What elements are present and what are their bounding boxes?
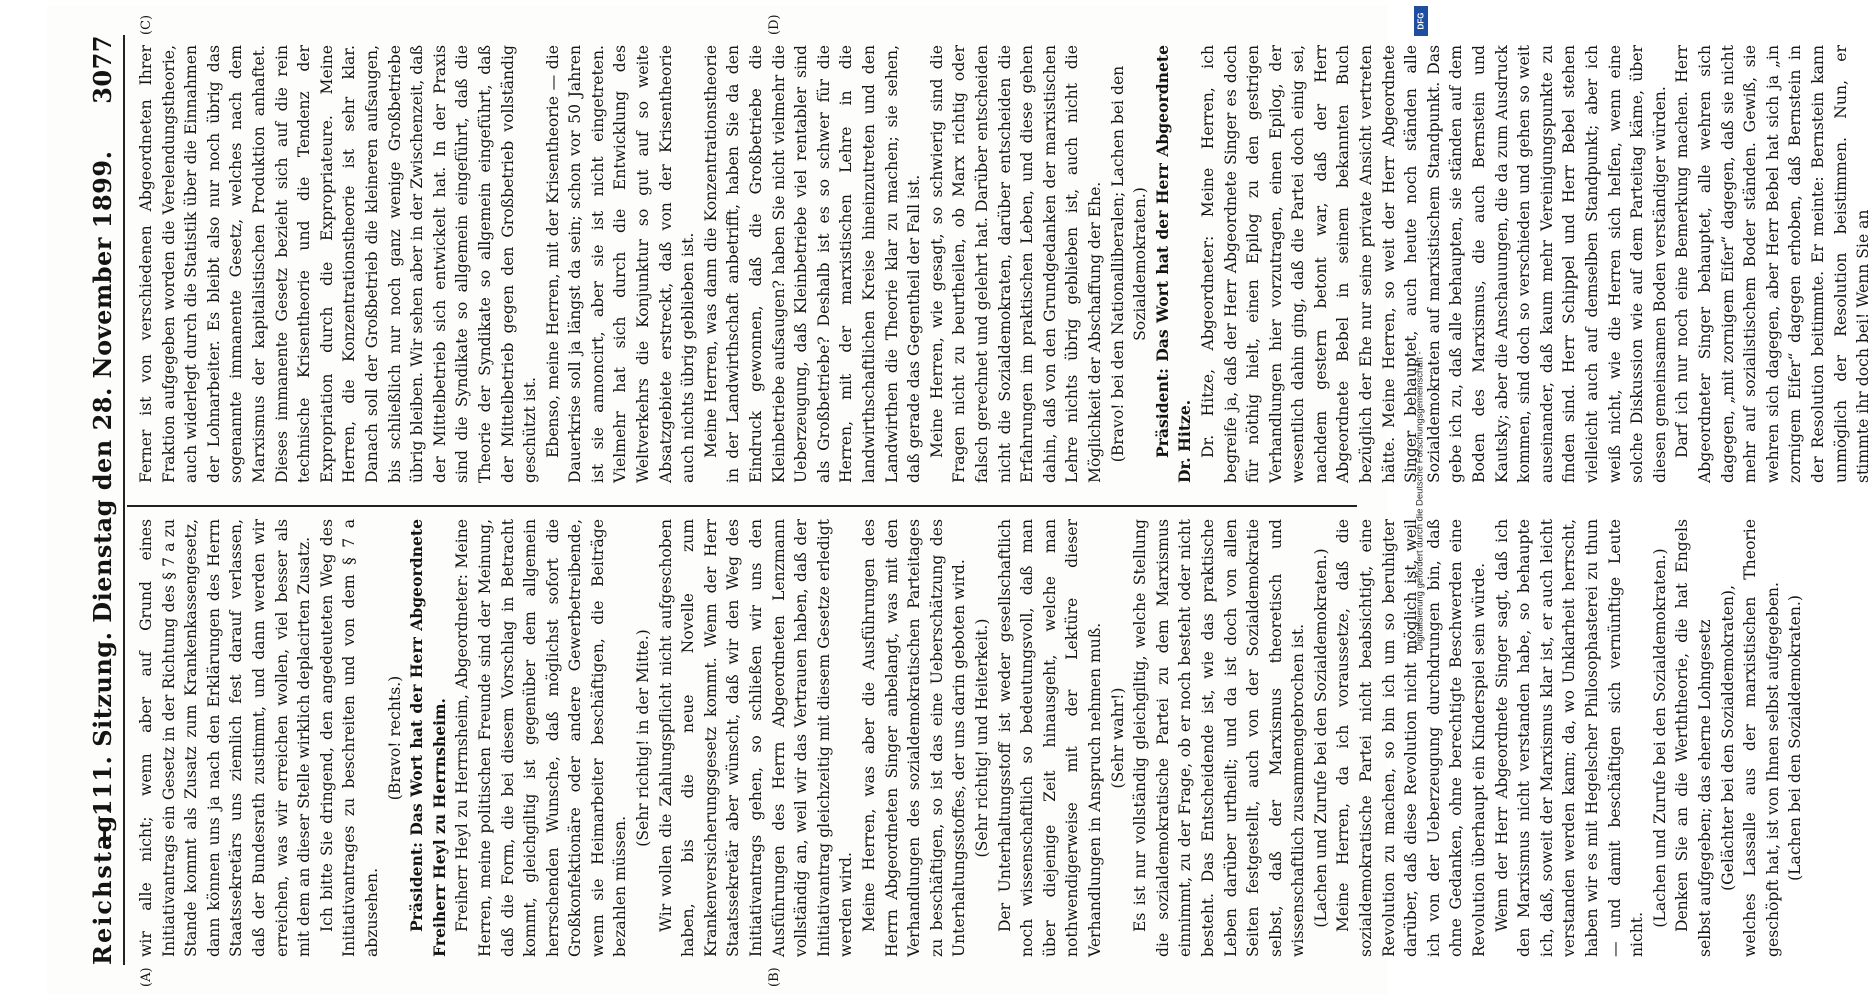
- paragraph: wir alle nicht; wenn aber auf Grund eines Initiativantrags ein Gesetz in der Richtung des § 7 a zu Stande kommt als Zusatz zum Krankenkassengesetz, dann können uns ja nach den Erklärungen des Herrn Staatssekretärs uns ziemlich fest darauf verlassen, daß der Bundesrath zustimmt, und dann werden wir erreichen, was wir erreichen wollen, viel besser als mit dem an dieser Stelle wirklich deplacirten Zusatz.: [137, 519, 314, 957]
- paragraph: Ferner ist von verschiedenen Abgeordneten Ihrer Fraktion aufgegeben worden die Verelendungstheorie, auch widerlegt durch die Statistik über die Einnahmen der Lohnarbeiter. Es bleibt also nur noch übrig das sogenannte immanente Gesetz, welches nach dem Marxismus der kapitalistischen Produktion anhaftet. Dieses immanente Gesetz bezieht sich auf die rein technische Krisentheorie und die Tendenz der Expropriation durch die Expropriateure. Meine Herren, die Konzentrationstheorie ist sehr klar. Danach soll der Großbetrieb die kleineren aufsaugen, bis schließlich nur noch ganz wenige Großbetriebe übrig bleiben. Wir sehen aber in der Zwischenzeit, daß der Mittelbetrieb sich entwickelt hat. In der Praxis sind die Syndikate so allgemein eingeführt, daß die Theorie der Syndikate so allgemein eingeführt, daß der Mittelbetrieb gegen den Großbetrieb vollständig geschützt ist.: [137, 45, 540, 483]
- dfg-logo-text: DFG: [1416, 12, 1426, 30]
- paragraph: Denken Sie an die Werththeorie, die hat Engels selbst aufgegeben; das eherne Lohngesetz: [1673, 519, 1714, 957]
- header-left: Reichstag.: [88, 803, 117, 965]
- speaker-paragraph: Präsident: Das Wort hat der Herr Abgeordnete Freiherr Heyl zu Herrnsheim.: [407, 519, 449, 957]
- interjection: (Bravo! bei den Nationalliberalen; Lachen bei den Sozialdemokraten.): [1108, 65, 1150, 463]
- digitization-credit: [1410, 6, 1430, 996]
- interjection: (Lachen und Zurufe bei den Sozialdemokraten.): [1650, 548, 1669, 928]
- margin-marker-b: (B): [767, 967, 782, 987]
- speaker-paragraph: Präsident: Das Wort hat der Herr Abgeordnete Dr. Hitze.: [1152, 45, 1195, 483]
- interjection: (Sehr richtig! und Heiterkeit.): [972, 618, 991, 858]
- paragraph: Freiherr Heyl zu Herrnsheim, Abgeordneter: Meine Herren, meine politischen Freunde sind der Meinung, daß die Form, die bei diesem Vorschlag in Betracht kommt, gleichgiltig ist gegenüber dem allgemein herrschenden Wunsche, daß möglichst sofort die Großkonfektionäre oder andere Gewerbetreibende, wenn sie Heimarbeiter beschäftigen, die Beiträge bezahlen müssen.: [453, 519, 630, 957]
- column-divider: [127, 505, 1357, 507]
- interjection: (Sehr wahr!): [1108, 687, 1127, 789]
- paragraph: Meine Herren, was aber die Ausführungen des Herrn Abgeordneten Singer anbelangt, was mit den Verhandlungen des sozialdemokratischen Parteitages zu beschäftigen, so ist das eine Ueberschätzung des Unterhaltungsstoffes, der uns darin geboten wird.: [860, 519, 969, 957]
- margin-marker-c: (C): [139, 14, 154, 35]
- interjection: (Lachen bei den Sozialdemokraten.): [1786, 595, 1805, 881]
- paragraph: Meine Herren, wie gesagt, so schwierig sind die Fragen nicht zu beurtheilen, ob Marx richtig oder falsch gerechnet und gelehrt hat. Darüber entscheiden nicht die Sozialdemokraten, darüber entscheiden die Erfahrungen im praktischen Leben, und diese gehen dahin, daß von den Grundgedanken der marxistischen Lehre nichts übrig geblieben ist, auch nicht die Möglichkeit der Abschaffung der Ehe.: [927, 45, 1104, 483]
- header-title: — 111. Sitzung. Dienstag den 28. November 1899.: [88, 150, 117, 850]
- credit-text: Digitalisierung gefördert durch die Deutsche Forschungsgemeinschaft -: [1414, 351, 1426, 651]
- page-number: 3077: [88, 35, 117, 104]
- paragraph: Wir wollen die Zahlungspflicht nicht aufgeschoben haben, bis die neue Novelle zum Krankenversicherungsgesetz kommt. Wenn der Herr Staatssekretär aber wünscht, daß wir den Weg des Initiativantrags gehen, so schließen wir uns den Ausführungen des Herrn Abgeordneten Lenzmann vollständig an, weil wir das Vertrauen haben, daß der Initiativantrag gleichzeitig mit diesem Gesetze erledigt werden wird.: [656, 519, 856, 957]
- margin-marker-a: (A): [139, 967, 154, 987]
- margin-marker-d: (D): [767, 14, 782, 35]
- right-column: [135, 45, 1873, 483]
- left-column: [135, 519, 1805, 957]
- interjection: (Sehr richtig! in der Mitte.): [634, 629, 653, 847]
- paragraph: Es ist nur vollständig gleichgiltig, welche Stellung die sozialdemokratische Partei zu dem Marxismus einnimmt, zu der Frage, ob er noch besteht oder nicht besteht. Das Entscheidende ist, wie das praktische Leben darüber urtheilt; und da ist doch von allen Seiten festgestellt, auch von der Sozialdemokratie selbst, daß der Marxismus theoretisch und wissenschaftlich zusammengebrochen ist.: [1131, 519, 1308, 957]
- interjection: (Lachen und Zurufe bei den Sozialdemokraten.): [1311, 548, 1330, 928]
- paragraph: Meine Herren, da ich voraussetze, daß die sozialdemokratische Partei nicht beabsichtigt, eine Revolution zu machen, so bin ich um so beruhigter darüber, daß diese Revolution nicht möglich ist, weil ich von der Ueberzeugung durchdrungen bin, daß ohne Gedanken, ohne berechtigte Beschwerden eine Revolution überhaupt ein Kinderspiel sein würde.: [1334, 519, 1489, 957]
- interjection: (Bravo! rechts.): [385, 675, 404, 801]
- paragraph: Ebenso, meine Herren, mit der Krisentheorie — die Dauerkrise soll ja längst da sein; schon vor 50 Jahren ist sie annoncirt, aber sie ist nicht eingetreten. Vielmehr hat sich durch die Entwicklung des Weltverkehrs die Konjunktur so gut auf so weite Absatzgebiete erstreckt, daß von der Krisentheorie auch nichts übrig geblieben ist.: [543, 45, 698, 483]
- paragraph: Meine Herren, was dann die Konzentrationstheorie in der Landwirthschaft anbetrifft, haben Sie da den Eindruck gewonnen, daß die Großbetriebe die Kleinbetriebe aufsaugen? haben Sie nicht vielmehr die Ueberzeugung, daß Kleinbetriebe viel rentabler sind als Großbetriebe? Deshalb ist es so schwer für die Herren, mit der marxistischen Lehre in die landwirthschaftlichen Kreise hineinzutreten und den Landwirthen die Theorie klar zu machen; sie sehen, daß gerade das Gegentheil der Fall ist.: [701, 45, 924, 483]
- paragraph: Der Unterhaltungsstoff ist weder gesellschaftlich noch wissenschaftlich so bedeutungsvoll, daß man über diejenige Zeit hinausgeht, welche man nothwendigerweise mit der Lektüre dieser Verhandlungen in Anspruch nehmen muß.: [995, 519, 1104, 957]
- page-header: [83, 35, 125, 965]
- paragraph: Ich bitte Sie dringend, den angedeuteten Weg des Initiativantrages zu beschreiten und von dem § 7 a abzusehen.: [317, 519, 381, 957]
- paragraph: Dr. Hitze, Abgeordneter: Meine Herren, ich begreife ja, daß der Herr Abgeordnete Singer es doch für nöthig hielt, einen Epilog zu den gestrigen Verhandlungen hier vorzutragen, einen Epilog, der wesentlich dahin ging, daß die Partei doch einig sei, nachdem gestern betont war, daß der Herr Abgeordnete Bebel in seinem bekannten Buch bezüglich der Ehe nur seine private Ansicht vertreten hätte. Meine Herren, so weit der Herr Abgeordnete Singer behauptet, auch heute noch ständen alle Sozialdemokraten auf marxistischem Standpunkt. Das gebe ich zu, daß alle behaupten, sie ständen auf dem Boden des Marxismus, die auch Bernstein und Kautsky; aber die Anschauungen, die da zum Ausdruck kommen, sind doch so verschieden und gehen so weit auseinander, daß kaum mehr Vereinigungspunkte zu finden sind. Herr Schippel und Herr Bebel stehen vielleicht auch auf demselben Standpunkt; aber ich weiß nicht, wie die Herren sich helfen, wenn eine solche Diskussion wie auf dem Parteitag käme, über diesen gemeinsamen Boden verständiger würden.: [1198, 45, 1669, 483]
- paragraph: Wenn der Herr Abgeordnete Singer sagt, daß ich den Marxismus nicht verstanden habe, so behaupte ich, daß, soweit der Marxismus klar ist, er auch leicht verstanden werden kann; da, wo Unklarheit herrscht, haben wir es mit Hegelscher Philosophasterei zu thun — und damit beschäftigen sich vernünftige Leute nicht.: [1492, 519, 1647, 957]
- dfg-logo: [1414, 6, 1428, 36]
- paragraph: Darf ich nur noch eine Bemerkung machen. Herr Abgeordneter Singer behauptet, alle wehren sich dagegen, „mit zornigem Eifer“ dagegen, daß sie nicht mehr auf sozialistischem Boder ständen. Gewiß, sie wehren sich dagegen, aber Herr Bebel hat sich ja „in zornigem Eifer“ dagegen erhoben, daß Bernstein in der Resolution beitimmte. Er meinte: Bernstein kann unmöglich der Resolution beistimmen. Nun, er stimmte ihr doch bei! Wenn Sie an: [1673, 45, 1873, 483]
- interjection: (Gelächter bei den Sozialdemokraten),: [1718, 585, 1737, 891]
- paragraph: welches Lassalle aus der marxistischen Theorie geschöpft hat, ist von Ihnen selbst aufgegeben.: [1741, 519, 1782, 957]
